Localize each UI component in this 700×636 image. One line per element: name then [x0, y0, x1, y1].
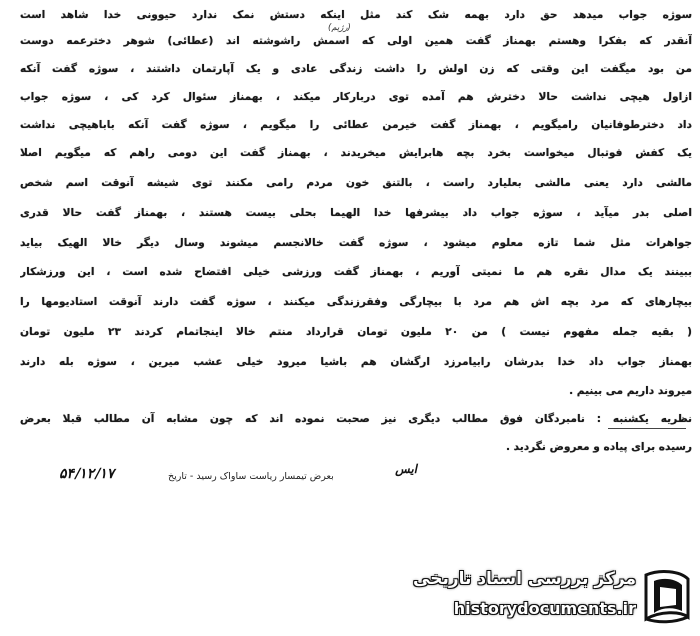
- analysis-line-1: نظریه یکشنبه : نامبردگان فوق مطالب دیگری نیز صحبت نموده اند که چون مشابه آن مطالب قبلا بعرض: [20, 413, 692, 425]
- body-line-1: سوژه جواب میدهد حق دارد بهمه شک کند مثل اینکه دستش نمک ندارد حیوونی خدا شاهد است: [20, 9, 692, 21]
- analysis-line-2: رسیده برای پیاده و معروض نگردید .: [505, 441, 692, 453]
- body-line-14: میروند داریم می بینیم .: [569, 385, 692, 397]
- body-line-10: ببینند یک مدال نقره هم ما نمیتی آوریم ، بهمناز گفت ورزشی خیلی افتضاح شده است ، این ورزشکار: [20, 266, 692, 278]
- body-line-5: داد دخترطوفانیان رامیگویم ، بهمناز گفت خیرمن عطائی را میگویم ، سوژه گفت آنکه باباهیچی نداشت: [20, 119, 692, 131]
- body-line-7: مالشی دارد یعنی مالشی بعلیارد راست ، بالتنق خون مردم رامی مکنند توی شیشه آنوقت اسم شخص: [20, 177, 692, 189]
- body-line-12: ( بقیه جمله مفهوم نیست ) من ۲۰ ملیون تومان قرارداد منتم خالا اینجاتمام کردند ۲۳ ملیون تومان: [20, 326, 692, 338]
- watermark-url: historydocuments.ir: [453, 599, 636, 618]
- body-line-9: جواهرات مثل شما تازه معلوم میشود ، سوژه گفت خالانجسم میشوند وسال دیگر خالا الهیک بیاید: [20, 237, 692, 249]
- handwritten-date: ۵۴/۱۲/۱۷: [58, 466, 118, 482]
- above-line-note: (رژیم): [328, 23, 351, 33]
- body-line-8: اصلی بدر میآید ، سوژه جواب داد بیشرفها خدا الهیما بحلی بیست هستند ، بهمناز گفت حالا قدری: [20, 207, 692, 219]
- body-line-4: ازاول هیچی نداشت حالا دخترش هم آمده توی دربارکار میکند ، بهمناز سئوال کرد کی ، سوژه جواب: [20, 91, 692, 103]
- watermark-logo: [412, 563, 694, 629]
- watermark-title: مرکز بررسی اسناد تاریخی: [413, 569, 636, 589]
- body-line-2: آنقدر که بفکرا وهستم بهمناز گفت همین اولی که اسمش راشوشته اند (عطائی) شوهر دخترعمه دوست: [20, 35, 692, 47]
- body-line-3: من بود میگفت این وقتی که زن اولش را داشت زندگی عادی و یک آپارتمان داشتند ، سوژه گفت آنکه: [20, 63, 692, 75]
- signature-note: بعرض تیمسار ریاست ساواک رسید - تاریخ: [168, 471, 334, 482]
- archive-book-icon: [640, 567, 692, 625]
- body-line-11: بیچارهای که مرد بچه اش هم مرد با بیچارگی وفقرزندگی میکنند ، سوژه گفت دارند آنوقت استادیومها را: [20, 296, 692, 308]
- body-line-13: بهمناز جواب داد خدا بدرشان رابیامرزد ارگشان هم باشیا میرود خیلی عشب میرین ، سوژه بله دارند: [20, 356, 692, 368]
- body-line-6: یک کفش فوتبال میخواست بخرد بچه هابرایش میخریدند ، بهمناز گفت این دومی راهم که میگویم اصلا: [20, 147, 692, 159]
- analysis-underline: [608, 428, 686, 429]
- handwritten-initials: ایس: [394, 462, 420, 476]
